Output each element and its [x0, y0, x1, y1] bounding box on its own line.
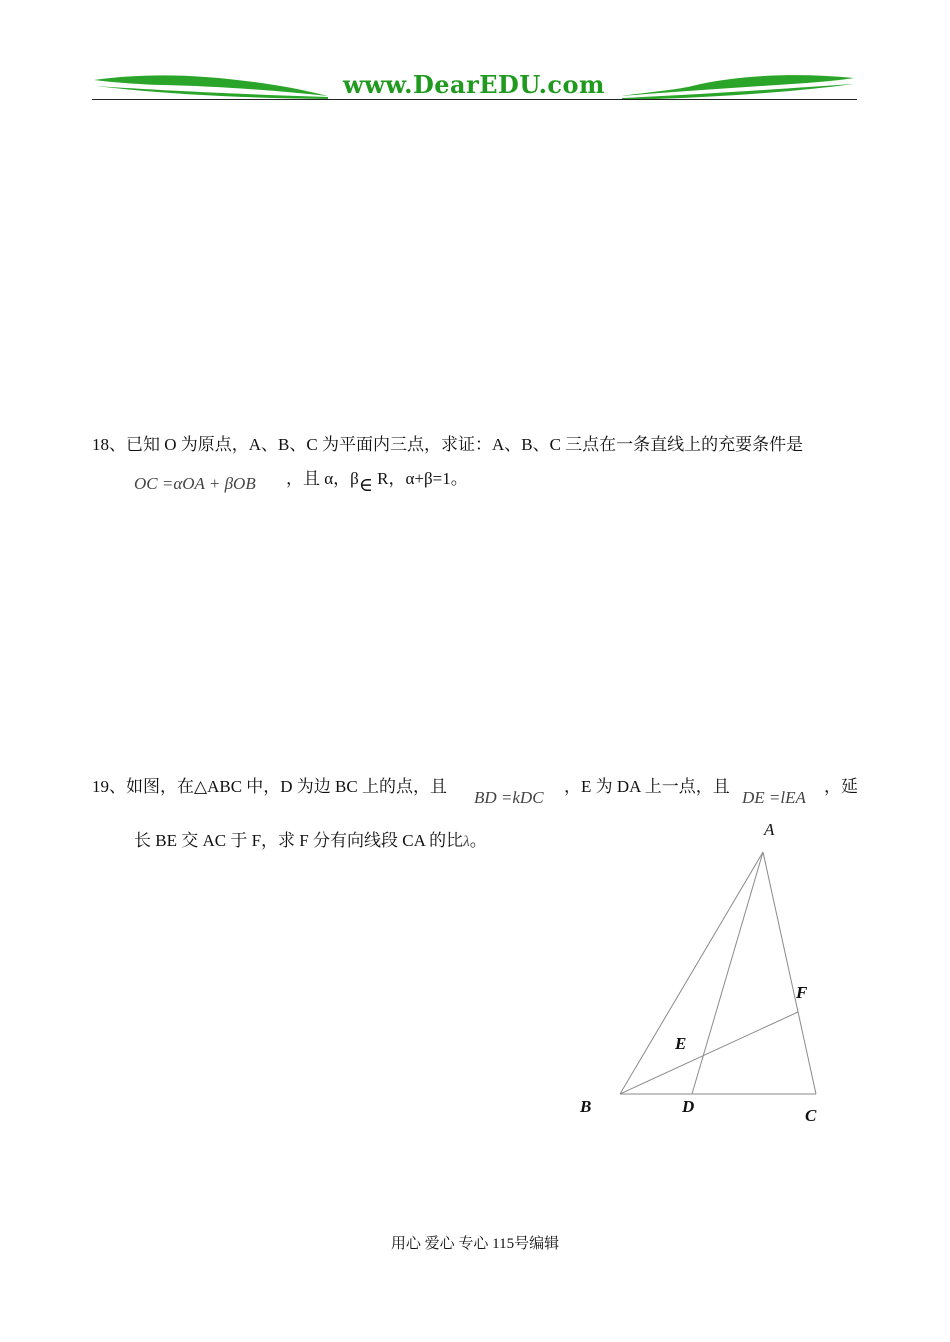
side-ac: [763, 852, 816, 1094]
label-b: B: [580, 1097, 592, 1116]
problem-18-formula: [134, 474, 256, 494]
problem-18-number: 18、: [92, 435, 126, 454]
lambda-symbol: λ: [463, 834, 470, 850]
problem-18-line-1: [92, 430, 803, 455]
problem-19-end: 。: [469, 831, 487, 850]
element-of-symbol: ∈: [358, 475, 373, 496]
formula-bd-kdc: BD =kDC: [474, 788, 544, 807]
problem-19-number: 19、: [92, 777, 126, 796]
vector-formula: OC =αOA + βOB: [134, 474, 256, 493]
problem-18-condition-a: ，且 α，β: [286, 469, 359, 488]
label-f: F: [796, 983, 808, 1002]
label-d: D: [682, 1097, 695, 1116]
side-ab: [620, 852, 763, 1094]
site-logo-text: www.DearEDU.com: [343, 70, 605, 99]
problem-19-formula-1: [474, 788, 544, 808]
segment-ad: [692, 852, 763, 1094]
problem-19-text-b: ，E 为 DA 上一点，且: [564, 777, 730, 796]
problem-19-text-c: ，延: [824, 777, 858, 796]
problem-19-line-2: [134, 826, 487, 851]
problem-19-text-a: 如图，在△ABC 中，D 为边 BC 上的点，且: [126, 777, 447, 796]
problem-18-text: 已知 O 为原点，A、B、C 为平面内三点，求证：A、B、C 三点在一条直线上的充要条件是: [126, 435, 804, 454]
page-footer: 用心 爱心 专心 115号编辑: [390, 1236, 560, 1252]
segment-bf: [620, 1012, 798, 1094]
problem-19-line-1b: [564, 772, 730, 797]
label-a: A: [764, 820, 775, 839]
problem-18-line-2: [286, 464, 468, 496]
label-e: E: [675, 1034, 687, 1053]
problem-19-text-2: 长 BE 交 AC 于 F，求 F 分有向线段 CA 的比: [134, 831, 464, 850]
problem-18-condition-b: R，α+β=1。: [377, 469, 468, 488]
problem-19-formula-2: [742, 788, 806, 808]
problem-19-line-1c: [824, 772, 858, 797]
formula-de-lea: DE =lEA: [742, 788, 806, 807]
label-c: C: [805, 1106, 817, 1125]
header-rule: [92, 99, 857, 100]
problem-19-line-1a: [92, 772, 447, 797]
triangle-figure: [560, 820, 840, 1140]
